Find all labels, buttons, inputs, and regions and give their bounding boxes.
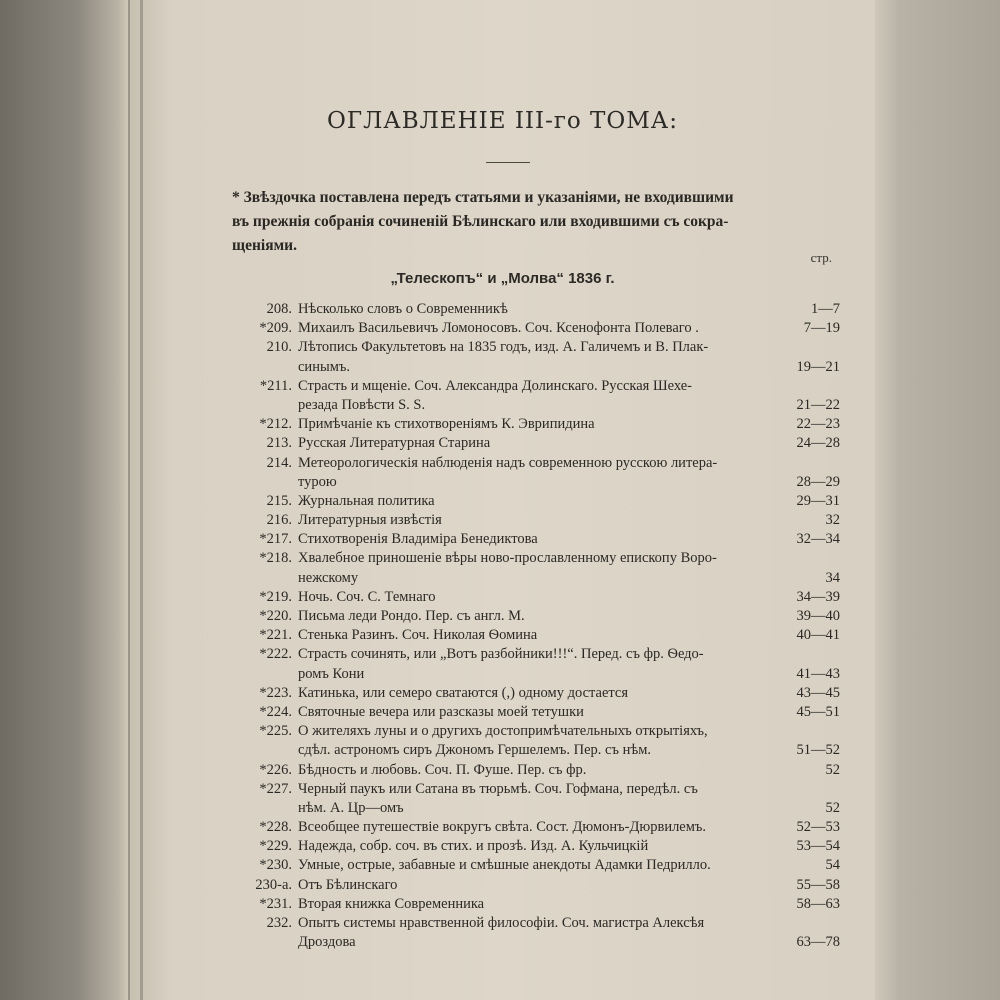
entry-page: 32—34 bbox=[796, 531, 840, 548]
entry-title: Лѣтопись Факультетовъ на 1835 годъ, изд. А. Галичемъ и В. Плак- bbox=[298, 339, 709, 356]
title-divider bbox=[486, 162, 530, 163]
entry-number: 232. bbox=[266, 915, 292, 931]
toc-entry bbox=[216, 837, 840, 856]
entry-number: *218. bbox=[259, 550, 292, 567]
entry-page: 52 bbox=[825, 799, 840, 816]
entry-title: Хвалебное приношеніе вѣры ново-прославленному епископу Воро- bbox=[298, 550, 717, 567]
entry-number: *229. bbox=[259, 838, 292, 855]
entry-title: Бѣдность и любовь. Соч. П. Фуше. Пер. съ фр. bbox=[298, 761, 587, 778]
entry-number: 230-а. bbox=[255, 876, 292, 893]
entry-page: 55—58 bbox=[796, 876, 840, 893]
toc-entry bbox=[216, 799, 840, 818]
entry-number: 215. bbox=[266, 492, 292, 509]
entry-number: *221. bbox=[259, 627, 292, 644]
toc-entry bbox=[216, 492, 840, 511]
toc-entry bbox=[216, 396, 840, 415]
entry-title: Русская Литературная Старина bbox=[298, 435, 491, 452]
toc-entry bbox=[216, 338, 840, 357]
toc-entry bbox=[216, 856, 840, 875]
entry-title: резада Повѣсти S. S. bbox=[298, 396, 426, 413]
entry-number: *217. bbox=[259, 531, 292, 548]
entry-page: 52—53 bbox=[796, 819, 840, 836]
entry-page: 45—51 bbox=[796, 703, 840, 720]
entry-page: 19—21 bbox=[796, 358, 840, 375]
toc-entry bbox=[216, 300, 840, 319]
toc-entry bbox=[216, 684, 840, 703]
entry-page: 43—45 bbox=[796, 684, 840, 701]
toc-entry bbox=[216, 895, 840, 914]
toc-entry bbox=[216, 473, 840, 492]
binding-gutter bbox=[140, 0, 143, 1000]
entry-title: Михаилъ Васильевичъ Ломоносовъ. Соч. Ксенофонта Полеваго . bbox=[298, 320, 699, 337]
entry-page: 52 bbox=[825, 761, 840, 778]
entry-number: *231. bbox=[259, 895, 292, 912]
entry-number: *220. bbox=[259, 608, 292, 624]
toc-entry bbox=[216, 645, 840, 664]
book-page bbox=[130, 0, 875, 1000]
entry-page: 21—22 bbox=[796, 396, 840, 413]
toc-entry bbox=[216, 626, 840, 645]
entry-number: *230. bbox=[259, 857, 292, 874]
entry-title: Примѣчаніе къ стихотвореніямъ К. Эврипидина bbox=[298, 416, 595, 433]
entry-title: турою bbox=[298, 473, 337, 490]
toc-entry bbox=[216, 454, 840, 473]
entry-title: Стенька Разинъ. Соч. Николая Ѳомина bbox=[298, 627, 538, 644]
entry-title: Страсть и мщеніе. Соч. Александра Долинскаго. Русская Шехе- bbox=[298, 377, 692, 394]
entry-page: 7—19 bbox=[803, 320, 840, 337]
toc-entry bbox=[216, 358, 840, 377]
entry-title: Метеорологическія наблюденія надъ современною русскою литера- bbox=[298, 454, 718, 471]
note-line: въ прежнія собранія сочиненій Бѣлинскаго или входившими съ сокра- bbox=[232, 213, 729, 230]
entry-number: *224. bbox=[259, 703, 292, 720]
entry-title: Журнальная политика bbox=[298, 492, 435, 509]
entry-number: *219. bbox=[259, 588, 292, 605]
toc-entry bbox=[216, 818, 840, 837]
entry-page: 53—54 bbox=[796, 838, 840, 855]
book-left-page-edge bbox=[0, 0, 128, 1000]
entry-number: *225. bbox=[259, 723, 292, 740]
toc-entry bbox=[216, 914, 840, 933]
toc-entry bbox=[216, 703, 840, 722]
entry-title: ромъ Кони bbox=[298, 665, 365, 682]
entry-title: Опытъ системы нравственной философіи. Соч. магистра Алексѣя bbox=[298, 915, 705, 931]
entry-page: 58—63 bbox=[796, 895, 840, 912]
toc-entry bbox=[216, 761, 840, 780]
entry-page: 54 bbox=[825, 857, 840, 874]
toc-entry bbox=[216, 415, 840, 434]
toc-entry bbox=[216, 588, 840, 607]
entry-page: 22—23 bbox=[796, 416, 840, 433]
entry-title: Черный паукъ или Сатана въ тюрьмѣ. Соч. Гофмана, передѣл. съ bbox=[298, 780, 698, 797]
entry-page: 51—52 bbox=[796, 742, 840, 759]
entry-number: 214. bbox=[266, 454, 292, 471]
page-column-label: стр. bbox=[810, 250, 832, 265]
entry-title: Нѣсколько словъ о Современникѣ bbox=[298, 301, 508, 317]
entry-number: *227. bbox=[259, 780, 292, 797]
entry-title: Святочные вечера или разсказы моей тетушки bbox=[298, 703, 584, 720]
entry-page: 32 bbox=[825, 512, 840, 529]
table-of-contents bbox=[216, 300, 840, 952]
entry-title: нѣм. А. Цр—омъ bbox=[298, 799, 404, 816]
toc-entry bbox=[216, 511, 840, 530]
note-line: * Звѣздочка поставлена передъ статьями и указаніями, не входившими bbox=[232, 189, 734, 206]
page-title: ОГЛАВЛЕНІЕ III-го ТОМА: bbox=[327, 108, 678, 134]
entry-number: *223. bbox=[259, 684, 292, 701]
entry-number: 213. bbox=[266, 435, 292, 452]
toc-entry bbox=[216, 665, 840, 684]
entry-page: 34 bbox=[825, 569, 840, 586]
asterisk-note bbox=[232, 186, 832, 258]
entry-page: 40—41 bbox=[796, 627, 840, 644]
book-right-edge bbox=[875, 0, 1000, 1000]
entry-page: 63—78 bbox=[796, 934, 840, 951]
entry-number: *211. bbox=[259, 377, 292, 394]
entry-page: 29—31 bbox=[796, 492, 840, 509]
toc-entry bbox=[216, 377, 840, 396]
entry-title: Стихотворенія Владиміра Бенедиктова bbox=[298, 531, 538, 548]
entry-number: *212. bbox=[259, 416, 292, 433]
entry-title: синымъ. bbox=[298, 358, 350, 375]
toc-entry bbox=[216, 780, 840, 799]
toc-entry bbox=[216, 933, 840, 952]
toc-entry bbox=[216, 319, 840, 338]
entry-title: Ночь. Соч. С. Темнаго bbox=[298, 588, 436, 605]
toc-entry bbox=[216, 434, 840, 453]
entry-page: 24—28 bbox=[796, 435, 840, 452]
entry-title: Литературныя извѣстія bbox=[298, 512, 442, 529]
entry-page: 1—7 bbox=[811, 301, 840, 317]
entry-number: *209. bbox=[259, 320, 292, 337]
entry-title: Вторая книжка Современника bbox=[298, 895, 485, 912]
toc-entry bbox=[216, 876, 840, 895]
entry-number: *228. bbox=[259, 819, 292, 836]
toc-entry bbox=[216, 530, 840, 549]
entry-title: Надежда, собр. соч. въ стих. и прозѣ. Изд. А. Кульчицкій bbox=[298, 838, 649, 855]
entry-title: Страсть сочинять, или „Вотъ разбойники!!!“. Перед. съ фр. Ѳедо- bbox=[298, 646, 704, 663]
entry-number: *222. bbox=[259, 646, 292, 663]
entry-number: *226. bbox=[259, 761, 292, 778]
entry-title: Катинька, или семеро сватаются (,) одному достается bbox=[298, 684, 629, 701]
entry-page: 34—39 bbox=[796, 588, 840, 605]
entry-title: Умные, острые, забавные и смѣшные анекдоты Адамки Педрилло. bbox=[298, 857, 711, 874]
entry-title: Отъ Бѣлинскаго bbox=[298, 876, 398, 893]
entry-title: Дроздова bbox=[298, 934, 356, 951]
toc-entry bbox=[216, 722, 840, 741]
section-title: „Телескопъ“ и „Молва“ 1836 г. bbox=[390, 270, 615, 287]
entry-page: 41—43 bbox=[796, 665, 840, 682]
entry-title: Всеобщее путешествіе вокругъ свѣта. Сост. Дюмонъ-Дюрвилемъ. bbox=[298, 819, 707, 836]
toc-entry bbox=[216, 569, 840, 588]
entry-number: 216. bbox=[266, 512, 292, 529]
toc-entry bbox=[216, 741, 840, 760]
toc-entry bbox=[216, 607, 840, 626]
entry-page: 39—40 bbox=[796, 608, 840, 624]
entry-title: О жителяхъ луны и о другихъ достопримѣчательныхъ открытіяхъ, bbox=[298, 723, 708, 740]
entry-page: 28—29 bbox=[796, 473, 840, 490]
entry-number: 210. bbox=[266, 339, 292, 356]
toc-entry bbox=[216, 549, 840, 568]
entry-title: нежскому bbox=[298, 569, 359, 586]
note-line: щеніями. bbox=[232, 237, 297, 254]
entry-title: Письма леди Рондо. Пер. съ англ. М. bbox=[298, 608, 525, 624]
entry-number: 208. bbox=[266, 301, 292, 317]
entry-title: сдѣл. астрономъ сиръ Джономъ Гершелемъ. Пер. съ нѣм. bbox=[298, 742, 652, 759]
